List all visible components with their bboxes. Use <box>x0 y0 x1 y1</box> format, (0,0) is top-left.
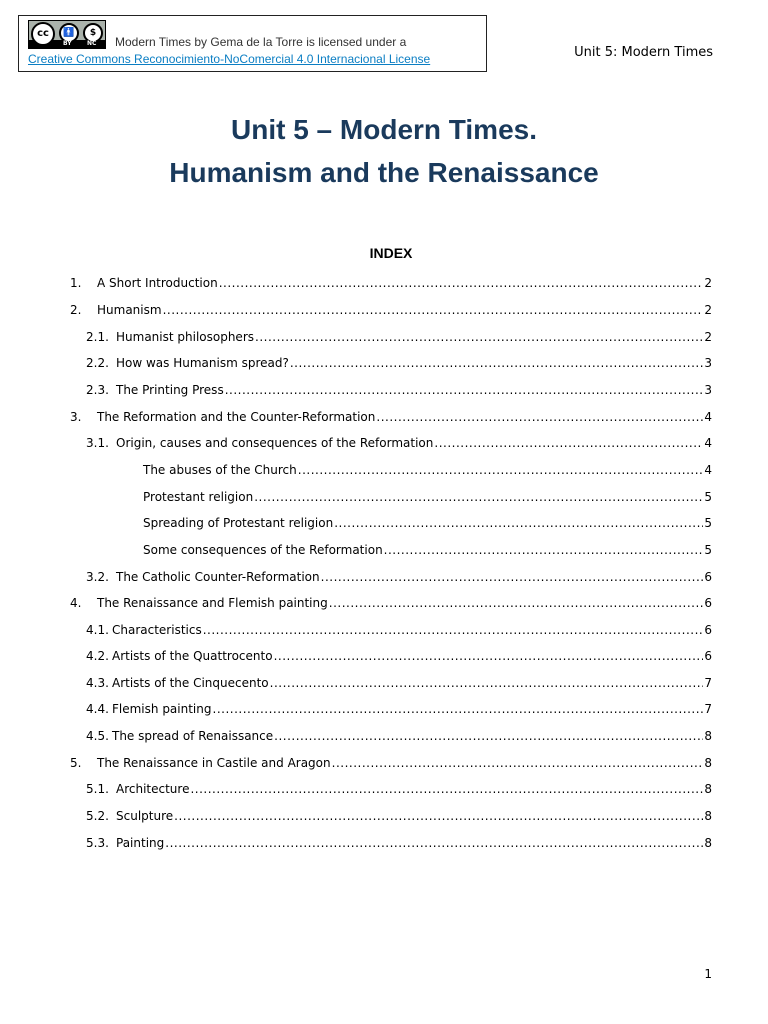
toc-entry-page: 7 <box>704 702 712 716</box>
toc-dot-leader <box>298 463 704 477</box>
toc-entry-label: Painting <box>116 836 165 850</box>
toc-entry-label: Flemish painting <box>112 702 212 716</box>
toc-entry[interactable] <box>86 782 712 800</box>
document-title: Unit 5 – Modern Times. <box>231 114 537 145</box>
toc-entry-number: 5.2. <box>86 809 109 823</box>
toc-entry-number: 5.1. <box>86 782 109 796</box>
toc-entry[interactable] <box>86 356 712 374</box>
toc-entry-page: 3 <box>704 356 712 370</box>
toc-entry[interactable] <box>86 623 712 641</box>
toc-entry-page: 8 <box>704 809 712 823</box>
toc-entry-page: 4 <box>704 436 712 450</box>
toc-entry-number: 2.3. <box>86 383 109 397</box>
toc-entry[interactable] <box>86 836 712 854</box>
toc-entry-page: 4 <box>704 463 712 477</box>
toc-entry-label: Artists of the Quattrocento <box>112 649 273 663</box>
toc-dot-leader <box>332 756 704 770</box>
license-text: Modern Times by Gema de la Torre is licensed under a <box>115 35 407 49</box>
toc-entry-label: Sculpture <box>116 809 174 823</box>
toc-entry[interactable] <box>86 436 712 454</box>
creative-commons-badge-icon <box>28 20 106 49</box>
toc-entry-label: The Renaissance in Castile and Aragon <box>97 756 331 770</box>
toc-dot-leader <box>213 702 704 716</box>
toc-dot-leader <box>203 623 704 637</box>
toc-entry-number: 2.2. <box>86 356 109 370</box>
toc-entry[interactable] <box>143 463 712 481</box>
toc-entry-number: 3.1. <box>86 436 109 450</box>
toc-entry[interactable] <box>86 649 712 667</box>
toc-entry-page: 6 <box>704 596 712 610</box>
toc-entry-page: 8 <box>704 782 712 796</box>
toc-dot-leader <box>219 276 704 290</box>
document-subtitle: Humanism and the Renaissance <box>169 157 599 188</box>
toc-dot-leader <box>329 596 704 610</box>
toc-entry-number: 4.5. <box>86 729 109 743</box>
toc-entry-number: 4.1. <box>86 623 109 637</box>
toc-entry[interactable] <box>143 543 712 561</box>
toc-entry-page: 2 <box>704 303 712 317</box>
toc-entry-page: 2 <box>704 330 712 344</box>
toc-dot-leader <box>174 809 703 823</box>
toc-entry-label: The Printing Press <box>116 383 224 397</box>
toc-entry[interactable] <box>70 410 712 428</box>
toc-entry-label: The spread of Renaissance <box>112 729 274 743</box>
toc-dot-leader <box>384 543 704 557</box>
toc-entry-page: 6 <box>704 570 712 584</box>
toc-entry-label: A Short Introduction <box>97 276 218 290</box>
toc-dot-leader <box>274 729 703 743</box>
toc-entry-label: Origin, causes and consequences of the Reformation <box>116 436 434 450</box>
toc-entry[interactable] <box>143 490 712 508</box>
toc-entry-page: 5 <box>704 543 712 557</box>
toc-entry-page: 4 <box>704 410 712 424</box>
toc-entry[interactable] <box>70 303 712 321</box>
badge-by-label: BY <box>63 40 72 47</box>
toc-entry-label: Characteristics <box>112 623 202 637</box>
toc-entry-page: 5 <box>704 516 712 530</box>
index-heading: INDEX <box>369 245 413 261</box>
toc-entry-number: 2. <box>70 303 82 317</box>
noncommercial-icon: $ <box>83 23 103 43</box>
toc-entry[interactable] <box>86 570 712 588</box>
toc-entry-label: The abuses of the Church <box>143 463 297 477</box>
toc-dot-leader <box>190 782 703 796</box>
toc-dot-leader <box>290 356 704 370</box>
toc-entry[interactable] <box>86 330 712 348</box>
toc-entry[interactable] <box>70 596 712 614</box>
toc-entry-page: 8 <box>704 729 712 743</box>
toc-entry-number: 3. <box>70 410 82 424</box>
toc-entry-number: 5. <box>70 756 82 770</box>
toc-entry-label: Spreading of Protestant religion <box>143 516 334 530</box>
toc-entry-number: 4. <box>70 596 82 610</box>
toc-dot-leader <box>225 383 704 397</box>
license-link[interactable]: Creative Commons Reconocimiento-NoComercial 4.0 Internacional License <box>28 52 431 66</box>
toc-entry[interactable] <box>70 756 712 774</box>
attribution-icon: 🚹 <box>59 23 79 43</box>
cc-icon: cc <box>31 22 55 46</box>
toc-entry[interactable] <box>70 276 712 294</box>
toc-entry-number: 4.2. <box>86 649 109 663</box>
toc-entry[interactable] <box>86 383 712 401</box>
toc-entry-number: 3.2. <box>86 570 109 584</box>
toc-entry-label: Humanism <box>97 303 162 317</box>
license-box <box>18 15 487 72</box>
toc-entry-number: 1. <box>70 276 82 290</box>
toc-entry[interactable] <box>86 676 712 694</box>
toc-entry-number: 4.3. <box>86 676 109 690</box>
toc-entry-page: 7 <box>704 676 712 690</box>
toc-entry-label: The Catholic Counter-Reformation <box>116 570 320 584</box>
toc-entry-number: 5.3. <box>86 836 109 850</box>
page-number: 1 <box>704 967 712 981</box>
toc-entry-page: 5 <box>704 490 712 504</box>
toc-entry[interactable] <box>143 516 712 534</box>
toc-entry-page: 6 <box>704 649 712 663</box>
toc-entry-label: Architecture <box>116 782 190 796</box>
toc-entry-number: 2.1. <box>86 330 109 344</box>
toc-entry-label: Some consequences of the Reformation <box>143 543 383 557</box>
toc-dot-leader <box>274 649 704 663</box>
toc-entry[interactable] <box>86 729 712 747</box>
toc-entry-page: 6 <box>704 623 712 637</box>
toc-entry-label: The Reformation and the Counter-Reformation <box>97 410 376 424</box>
toc-dot-leader <box>254 490 703 504</box>
toc-dot-leader <box>334 516 703 530</box>
toc-dot-leader <box>165 836 703 850</box>
toc-entry-page: 8 <box>704 836 712 850</box>
toc-entry-page: 3 <box>704 383 712 397</box>
running-header: Unit 5: Modern Times <box>574 45 713 60</box>
toc-dot-leader <box>255 330 703 344</box>
toc-dot-leader <box>434 436 703 450</box>
toc-entry-label: Protestant religion <box>143 490 254 504</box>
toc-entry-page: 2 <box>704 276 712 290</box>
toc-entry-label: Humanist philosophers <box>116 330 254 344</box>
toc-entry-label: Artists of the Cinquecento <box>112 676 269 690</box>
toc-entry-page: 8 <box>704 756 712 770</box>
toc-entry-label: How was Humanism spread? <box>116 356 289 370</box>
toc-dot-leader <box>270 676 704 690</box>
toc-entry[interactable] <box>86 702 712 720</box>
badge-nc-label: NC <box>87 40 97 47</box>
toc-entry-number: 4.4. <box>86 702 109 716</box>
toc-dot-leader <box>376 410 703 424</box>
toc-entry-label: The Renaissance and Flemish painting <box>97 596 328 610</box>
toc-dot-leader <box>163 303 704 317</box>
toc-dot-leader <box>321 570 704 584</box>
toc-entry[interactable] <box>86 809 712 827</box>
